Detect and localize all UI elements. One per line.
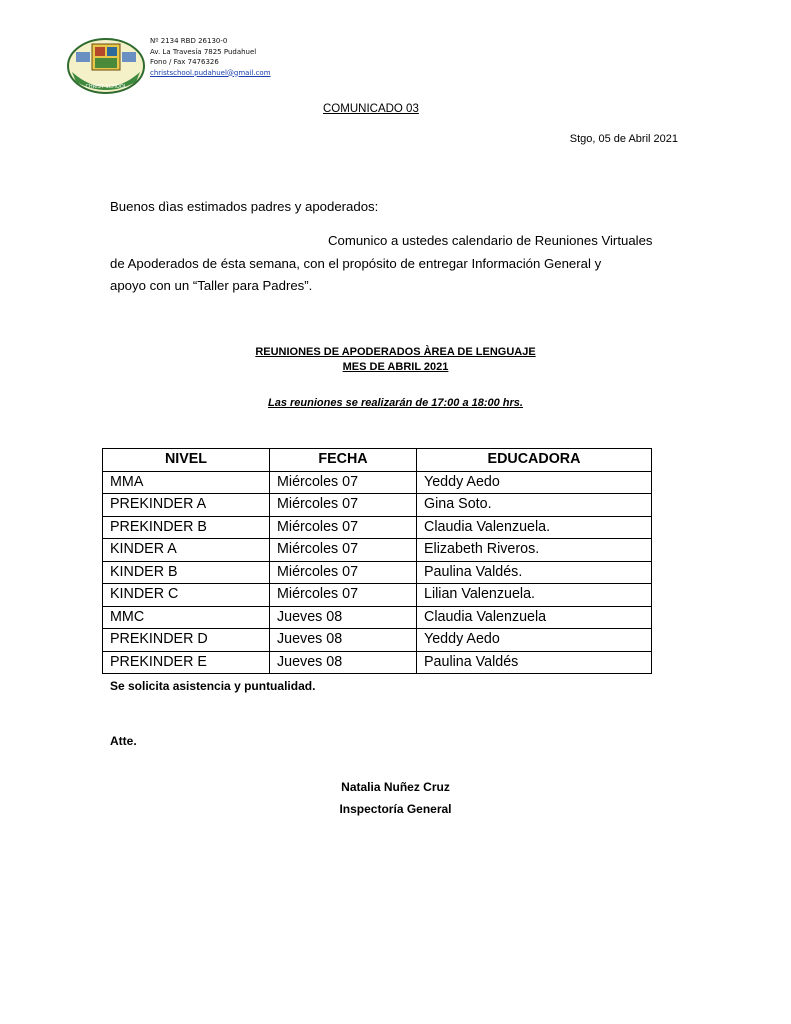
school-email-link[interactable]: christschool.pudahuel@gmail.com (150, 68, 271, 77)
table-row (103, 629, 652, 652)
cell-educadora: Gina Soto. (417, 494, 652, 517)
column-header-nivel: NIVEL (103, 449, 270, 472)
cell-educadora: Lilian Valenzuela. (417, 584, 652, 607)
school-registration: Nº 2134 RBD 26130-0 (150, 37, 228, 45)
table-row (103, 561, 652, 584)
cell-fecha: Miércoles 07 (270, 494, 417, 517)
schedule-table (102, 448, 652, 674)
cell-nivel: KINDER C (103, 584, 270, 607)
school-address: Av. La Travesía 7825 Pudahuel (150, 47, 257, 56)
section-heading-line-2: MES DE ABRIL 2021 (342, 361, 449, 373)
date-line: Stgo, 05 de Abril 2021 (569, 133, 678, 145)
attendance-request: Se solicita asistencia y puntualidad. (110, 679, 316, 693)
cell-fecha: Jueves 08 (270, 651, 417, 674)
cell-fecha: Miércoles 07 (270, 516, 417, 539)
section-heading-line-1: REUNIONES DE APODERADOS ÀREA DE LENGUAJE (255, 346, 536, 358)
intro-paragraph (110, 230, 680, 298)
cell-educadora: Yeddy Aedo (417, 629, 652, 652)
table-row (103, 471, 652, 494)
cell-nivel: KINDER A (103, 539, 270, 562)
cell-nivel: PREKINDER D (103, 629, 270, 652)
school-info (150, 36, 271, 78)
cell-nivel: MMC (103, 606, 270, 629)
cell-nivel: MMA (103, 471, 270, 494)
table-row (103, 516, 652, 539)
intro-line-3: apoyo con un “Taller para Padres”. (110, 278, 313, 293)
cell-fecha: Miércoles 07 (270, 561, 417, 584)
table-row (103, 494, 652, 517)
school-phone: Fono / Fax 7476326 (150, 58, 219, 66)
cell-educadora: Yeddy Aedo (417, 471, 652, 494)
table-row (103, 606, 652, 629)
intro-line-1: Comunico a ustedes calendario de Reuniones Virtuales (328, 233, 653, 248)
cell-educadora: Paulina Valdés (417, 651, 652, 674)
page-title: COMUNICADO 03 (323, 103, 419, 115)
signer-name: Natalia Nuñez Cruz (341, 780, 450, 794)
cell-nivel: KINDER B (103, 561, 270, 584)
school-logo (66, 36, 146, 96)
table-header-row (103, 449, 652, 472)
table-row (103, 584, 652, 607)
logo-lettering: CHRIST SCHOOL (85, 84, 127, 90)
cell-educadora: Paulina Valdés. (417, 561, 652, 584)
cell-educadora: Claudia Valenzuela (417, 606, 652, 629)
intro-line-2: de Apoderados de ésta semana, con el propósito de entregar Información General y (110, 255, 602, 271)
signature-block (0, 776, 791, 820)
signer-title: Inspectoría General (339, 802, 452, 816)
cell-fecha: Miércoles 07 (270, 471, 417, 494)
table-row (103, 651, 652, 674)
cell-fecha: Jueves 08 (270, 629, 417, 652)
cell-nivel: PREKINDER B (103, 516, 270, 539)
cell-fecha: Miércoles 07 (270, 584, 417, 607)
schedule-note: Las reuniones se realizarán de 17:00 a 18:00 hrs. (268, 397, 523, 409)
closing: Atte. (110, 734, 137, 748)
cell-nivel: PREKINDER E (103, 651, 270, 674)
column-header-educadora: EDUCADORA (417, 449, 652, 472)
cell-educadora: Claudia Valenzuela. (417, 516, 652, 539)
greeting: Buenos dìas estimados padres y apoderados: (110, 199, 379, 214)
cell-educadora: Elizabeth Riveros. (417, 539, 652, 562)
section-heading (0, 345, 791, 375)
cell-fecha: Jueves 08 (270, 606, 417, 629)
table-row (103, 539, 652, 562)
cell-fecha: Miércoles 07 (270, 539, 417, 562)
column-header-fecha: FECHA (270, 449, 417, 472)
cell-nivel: PREKINDER A (103, 494, 270, 517)
